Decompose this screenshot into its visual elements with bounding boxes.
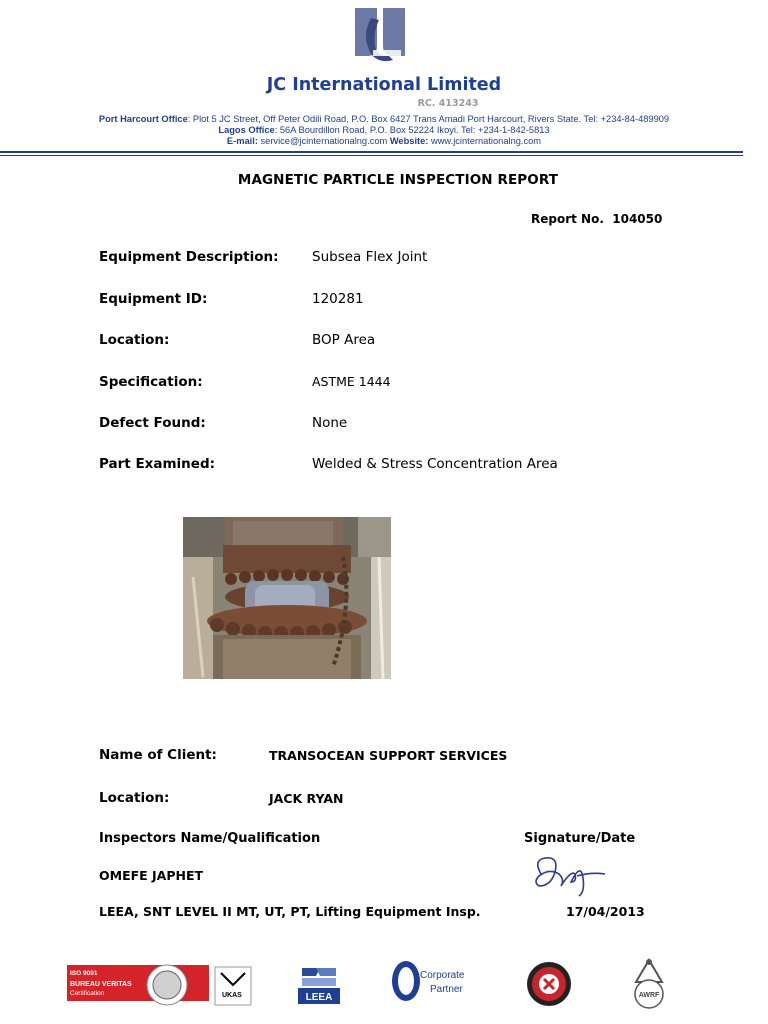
inspector-qualification: LEEA, SNT LEVEL II MT, UT, PT, Lifting Equipment Insp.	[99, 904, 481, 919]
defect-found-label: Defect Found:	[99, 415, 206, 431]
part-examined-label: Part Examined:	[99, 456, 216, 472]
location-value: BOP Area	[312, 332, 376, 348]
rc-number: RC. 413243	[417, 98, 479, 109]
company-name: JC International Limited	[266, 75, 502, 95]
specification-label: Specification:	[99, 374, 203, 390]
part-examined-value: Welded & Stress Concentration Area	[312, 456, 558, 472]
company-logo	[349, 6, 411, 68]
handwritten-signature	[531, 852, 611, 898]
lagos-address: Lagos Office: 56A Bourdillon Road, P.O. Box 52224 Ikoyi. Tel: +234-1-842-5813	[218, 125, 550, 135]
svg-text:UKAS: UKAS	[222, 992, 242, 999]
svg-text:Corporate: Corporate	[420, 970, 465, 981]
leea-logo	[298, 962, 340, 1004]
svg-text:AWRF: AWRF	[638, 992, 660, 999]
header-rule-thin	[0, 155, 743, 156]
contact-line: E-mail: service@jcinternationalng.com Website: www.jcinternationalng.com	[226, 136, 542, 146]
inspector-name: OMEFE JAPHET	[99, 868, 204, 883]
bureau-veritas-logo	[67, 963, 253, 1012]
client-location-value: JACK RYAN	[269, 791, 344, 806]
report-title: MAGNETIC PARTICLE INSPECTION REPORT	[237, 172, 559, 188]
svg-text:Certification: Certification	[70, 990, 105, 997]
svg-text:Partner: Partner	[430, 984, 463, 995]
defect-found-value: None	[312, 415, 348, 431]
equipment-photo	[183, 517, 391, 679]
client-name-value: TRANSOCEAN SUPPORT SERVICES	[269, 748, 508, 763]
inspector-heading: Inspectors Name/Qualification	[99, 831, 321, 846]
specification-value: ASTME 1444	[312, 374, 391, 389]
report-number: Report No. 104050	[531, 212, 663, 226]
location-label: Location:	[99, 332, 170, 348]
equipment-id-value: 120281	[312, 291, 364, 307]
svg-text:ISO 9001: ISO 9001	[70, 970, 98, 977]
client-name-label: Name of Client:	[99, 747, 217, 763]
equipment-id-label: Equipment ID:	[99, 291, 208, 307]
svg-text:BUREAU VERITAS: BUREAU VERITAS	[70, 981, 132, 988]
signature-date: 17/04/2013	[566, 904, 645, 919]
circular-red-seal-logo	[526, 961, 572, 1007]
awrf-logo	[628, 956, 670, 1012]
port-harcourt-address: Port Harcourt Office: Plot 5 JC Street, Off Peter Odili Road, P.O. Box 6427 Trans Amadi Port Harcourt, Rivers State. Tel: +234-84-489909	[98, 114, 670, 124]
equipment-description-label: Equipment Description:	[99, 249, 279, 265]
header-rule	[0, 151, 743, 153]
svg-text:LEEA: LEEA	[305, 992, 333, 1003]
equipment-description-value: Subsea Flex Joint	[312, 249, 428, 265]
client-location-label: Location:	[99, 790, 170, 806]
signature-heading: Signature/Date	[524, 831, 636, 846]
corporate-partner-logo	[390, 958, 474, 1004]
